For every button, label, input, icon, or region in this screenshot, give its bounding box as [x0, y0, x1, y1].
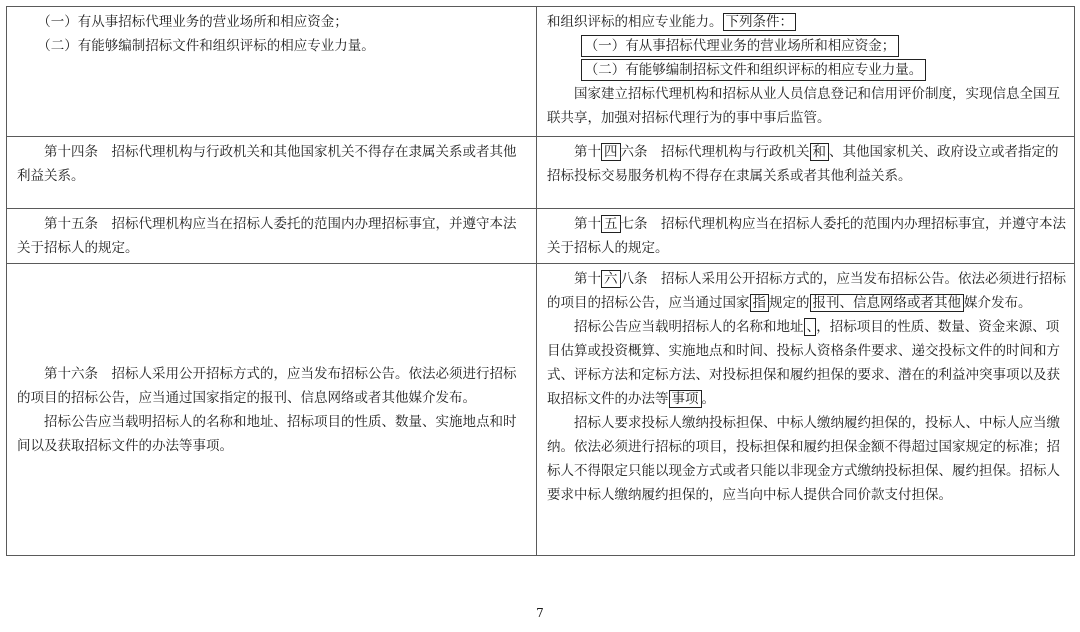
- left-cell-original: [7, 137, 537, 209]
- deleted-text: 报刊、信息网络或者其他: [810, 294, 965, 312]
- article-15-text: 第十五条 招标代理机构应当在招标人委托的范围内办理招标事宜，并遵守本法关于招标人的规定。: [17, 216, 517, 256]
- deleted-text: 四: [601, 143, 621, 161]
- right-cell-revised: [537, 264, 1075, 556]
- article-16-text: 第十 四 六条 招标代理机构与行政机关 和 、其他国家机关、政府设立或者指定的招标投标交易服务机构不得存在隶属关系或者其他利益关系。: [547, 144, 1059, 184]
- article-17-text: 第十 五 七条 招标代理机构应当在招标人委托的范围内办理招标事宜，并遵守本法关于招标人的规定。: [547, 216, 1066, 256]
- article-16-original-p1: 第十六条 招标人采用公开招标方式的，应当发布招标公告。依法必须进行招标的项目的招标公告，应当通过国家指定的报刊、信息网络或者其他媒介发布。: [17, 365, 517, 406]
- deleted-text: 和: [810, 143, 830, 161]
- deleted-text: 指: [750, 294, 770, 312]
- right-cell-revised: [537, 7, 1075, 137]
- right-paragraph-credit: 国家建立招标代理机构和招标从业人员信息登记和信用评价制度，实现信息全国互联共享，加强对招标代理行为的事中事后监管。: [547, 86, 1060, 126]
- deleted-text: 六: [601, 270, 621, 288]
- table-row: [7, 7, 1075, 137]
- right-line-1: 和组织评标的相应专业能力。 下列条件：: [547, 10, 1066, 34]
- left-item-1: （一）有从事招标代理业务的营业场所和相应资金；: [37, 14, 348, 30]
- inserted-text: 下列条件：: [723, 13, 797, 31]
- left-cell-original: [7, 209, 537, 264]
- left-item-2: （二）有能够编制招标文件和组织评标的相应专业力量。: [37, 38, 375, 54]
- right-cell-revised: [537, 137, 1075, 209]
- deleted-text: 、: [804, 318, 817, 336]
- deleted-text: 五: [601, 215, 621, 233]
- article-18-p3: 招标人要求投标人缴纳投标担保、中标人缴纳履约担保的，投标人、中标人应当缴纳。依法必须进行招标的项目，投标担保和履约担保金额不得超过国家规定的标准；招标人不得限定只能以现金方式或者只能以非现金方式缴纳投标担保、履约担保。招标人要求中标人缴纳履约担保的，应当向中标人提供合同价款支付担保。: [547, 415, 1060, 503]
- table-row: [7, 137, 1075, 209]
- article-14-text: 第十四条 招标代理机构与行政机关和其他国家机关不得存在隶属关系或者其他利益关系。: [17, 144, 517, 184]
- right-cell-revised: [537, 209, 1075, 264]
- left-cell-original: [7, 7, 537, 137]
- table-row: [7, 209, 1075, 264]
- inserted-item-1: （一）有从事招标代理业务的营业场所和相应资金；: [581, 35, 900, 57]
- article-18-p2: 招标公告应当载明招标人的名称和地址 、 ，招标项目的性质、数量、资金来源、项目估算或投资概算、实施地点和时间、投标人资格条件要求、递交投标文件的时间和方式、评标方法和定标方法、对投标担保和履约担保的要求、潜在的利益冲突事项以及获取招标文件的办法等 事项 。: [547, 319, 1060, 407]
- inserted-item-2: （二）有能够编制招标文件和组织评标的相应专业力量。: [581, 59, 927, 81]
- article-16-original-p2: 招标公告应当载明招标人的名称和地址、招标项目的性质、数量、实施地点和时间以及获取招标文件的办法等事项。: [17, 413, 517, 454]
- left-cell-original: [7, 264, 537, 556]
- comparison-table: [6, 6, 1075, 556]
- page-number: 7: [536, 606, 544, 620]
- table-row: [7, 264, 1075, 556]
- deleted-text: 事项: [669, 390, 702, 408]
- article-18-p1: 第十 六 八条 招标人采用公开招标方式的，应当发布招标公告。依法必须进行招标的项目的招标公告，应当通过国家 指 规定的 报刊、信息网络或者其他 媒介发布。: [547, 271, 1066, 311]
